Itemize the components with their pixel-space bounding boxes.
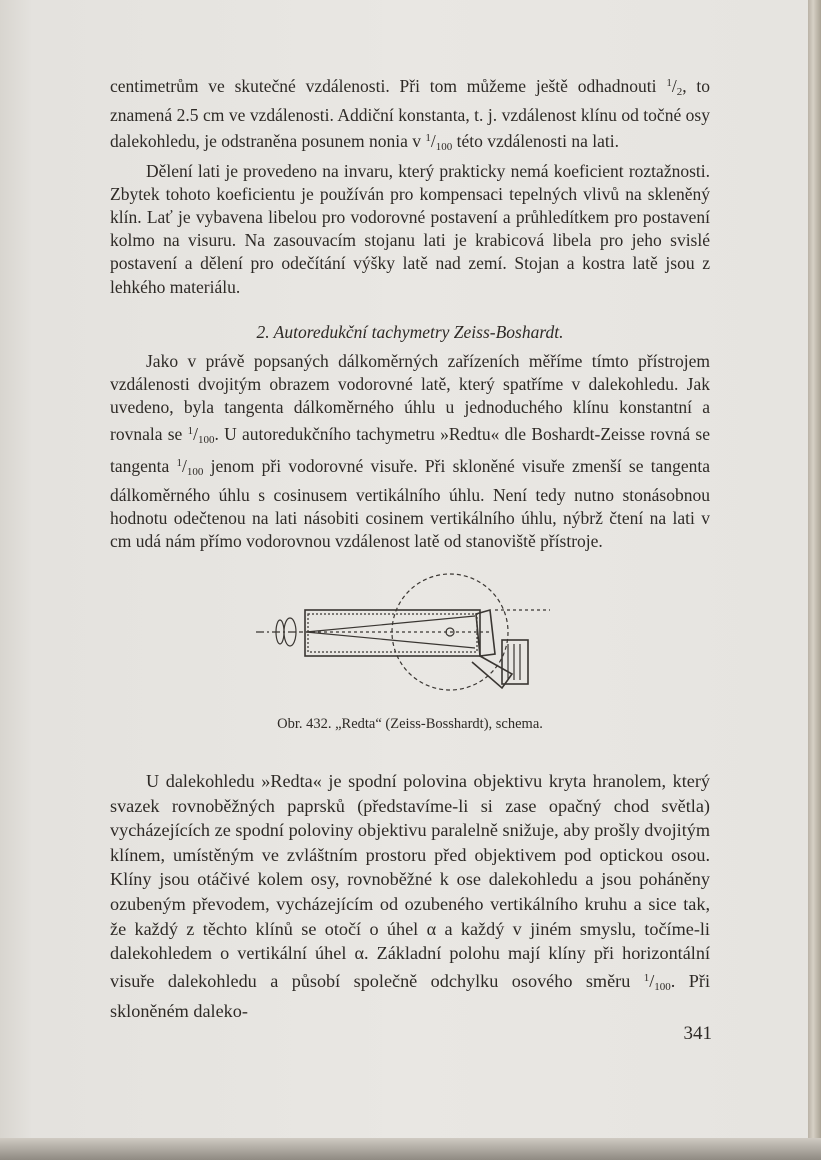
paragraph-1-text-b: , to znamená 2.5 cm ve vzdálenosti. Addiční konstanta, t. j. vzdálenost klínu od točné osy dalekohledu, je odstraněna posunem nonia v [110, 76, 710, 152]
fraction-numerator: 1 [176, 456, 183, 469]
fraction-denominator: 100 [654, 980, 671, 993]
fraction-denominator: 100 [435, 141, 453, 154]
fraction-numerator: 1 [643, 971, 650, 984]
fraction-numerator: 1 [666, 77, 672, 89]
scan-bottom-edge [0, 1138, 821, 1160]
fraction-denominator: 100 [197, 433, 215, 446]
fraction-numerator: 1 [425, 132, 431, 145]
paragraph-2: Dělení lati je provedeno na invaru, který prakticky nemá koeficient roztažnosti. Zbytek tohoto koeficientu je používán pro kompensaci tepelných vlivů na skleněný klín. Lať je vybavena libelou pro vodorovné postavení a průhledítkem pro postavení kolmo na visuru. Na zasouvacím stojanu lati je krabicová libela pro jeho svislé postavení a dělení pro odečítání výšky latě nad zemí. Stojan a kostra latě jsou z lehkého materiálu. [110, 160, 710, 297]
paragraph-3-text-c: jenom při vodorovné visuře. Při skloněné visuře zmenší se tangenta dálkoměrného úhlu s cosinusem vertikálního úhlu. Není tedy nutno stonásobnou hodnotu odečtenou na lati násobiti cosinem vertikálního úhlu, nýbrž čtení na lati v cm udá nám přímo vodorovnou vzdálenost latě od stanoviště přístroje. [110, 455, 710, 552]
fraction-denominator: 2 [676, 86, 683, 98]
fraction-denominator: 100 [186, 465, 204, 478]
paragraph-4-text-b: . Při skloněném daleko- [110, 970, 710, 1022]
objective-prism [476, 610, 495, 656]
paragraph-3-text-b: . U autoredukčního tachymetru »Redtu« dle Boshardt-Zeisse rovná se tangenta [110, 423, 710, 476]
page-number: 341 [683, 1023, 712, 1044]
fraction-hundredth: $^1/_{100}$ [425, 131, 453, 154]
paragraph-1-text-a: centimetrům ve skutečné vzdálenosti. Při tom můžeme ještě odhadnouti [110, 76, 667, 96]
fraction-hundredth: $^1/_{100}$ [643, 970, 671, 993]
paragraph-1-text-c: této vzdálenosti na lati. [452, 131, 619, 152]
double-wedge-lines [508, 644, 520, 680]
fraction-half: $^1/_2$ [666, 76, 683, 98]
figure-caption: Obr. 432. „Redta“ (Zeiss-Bosshardt), schema. [277, 716, 543, 732]
section-heading: 2. Autoredukční tachymetry Zeiss-Boshardt. [256, 322, 564, 342]
paragraph-3 [110, 350, 710, 554]
paragraph-1 [110, 72, 710, 299]
redta-schema-figure [250, 570, 590, 710]
page-edge [808, 0, 821, 1160]
paragraph-4 [110, 769, 710, 1024]
fraction-numerator: 1 [187, 424, 194, 437]
paragraph-3-text-a: Jako v právě popsaných dálkoměrných zařízeních měříme tímto přístrojem vzdálenosti dvojitým obrazem vodorovné latě, který spatříme v dalekohledu. Jak uvedeno, byla tangenta dálkoměrného úhlu u jednoduchého klínu konstantní a rovnala se [110, 351, 710, 444]
fraction-hundredth: $^1/_{100}$ [176, 455, 204, 478]
paragraph-4-text-a: U dalekohledu »Redta« je spodní polovina objektivu kryta hranolem, který svazek rovnoběžných paprsků (představíme-li si zase opačný chod světla) vycházejících ze spodní poloviny objektivu paralelně snižuje, aby prošly dvojitým klínem, umístěným ve zvláštním prostoru před objektivem pod optickou osou. Klíny jsou otáčivé kolem osy, rovnoběžné k ose dalekohledu a jsou poháněny ozubeným převodem, vycházejícím od ozubeného vertikálního kruhu a sice tak, že každý z těchto klínů se otočí o úhel α a každý v jiném smyslu, točíme-li dalekohledem o vertikální úhel α. Základní polohu mají klíny při horizontální visuře dalekohledu a působí společně odchylku osového směru [110, 771, 710, 991]
fraction-hundredth: $^1/_{100}$ [187, 423, 215, 446]
